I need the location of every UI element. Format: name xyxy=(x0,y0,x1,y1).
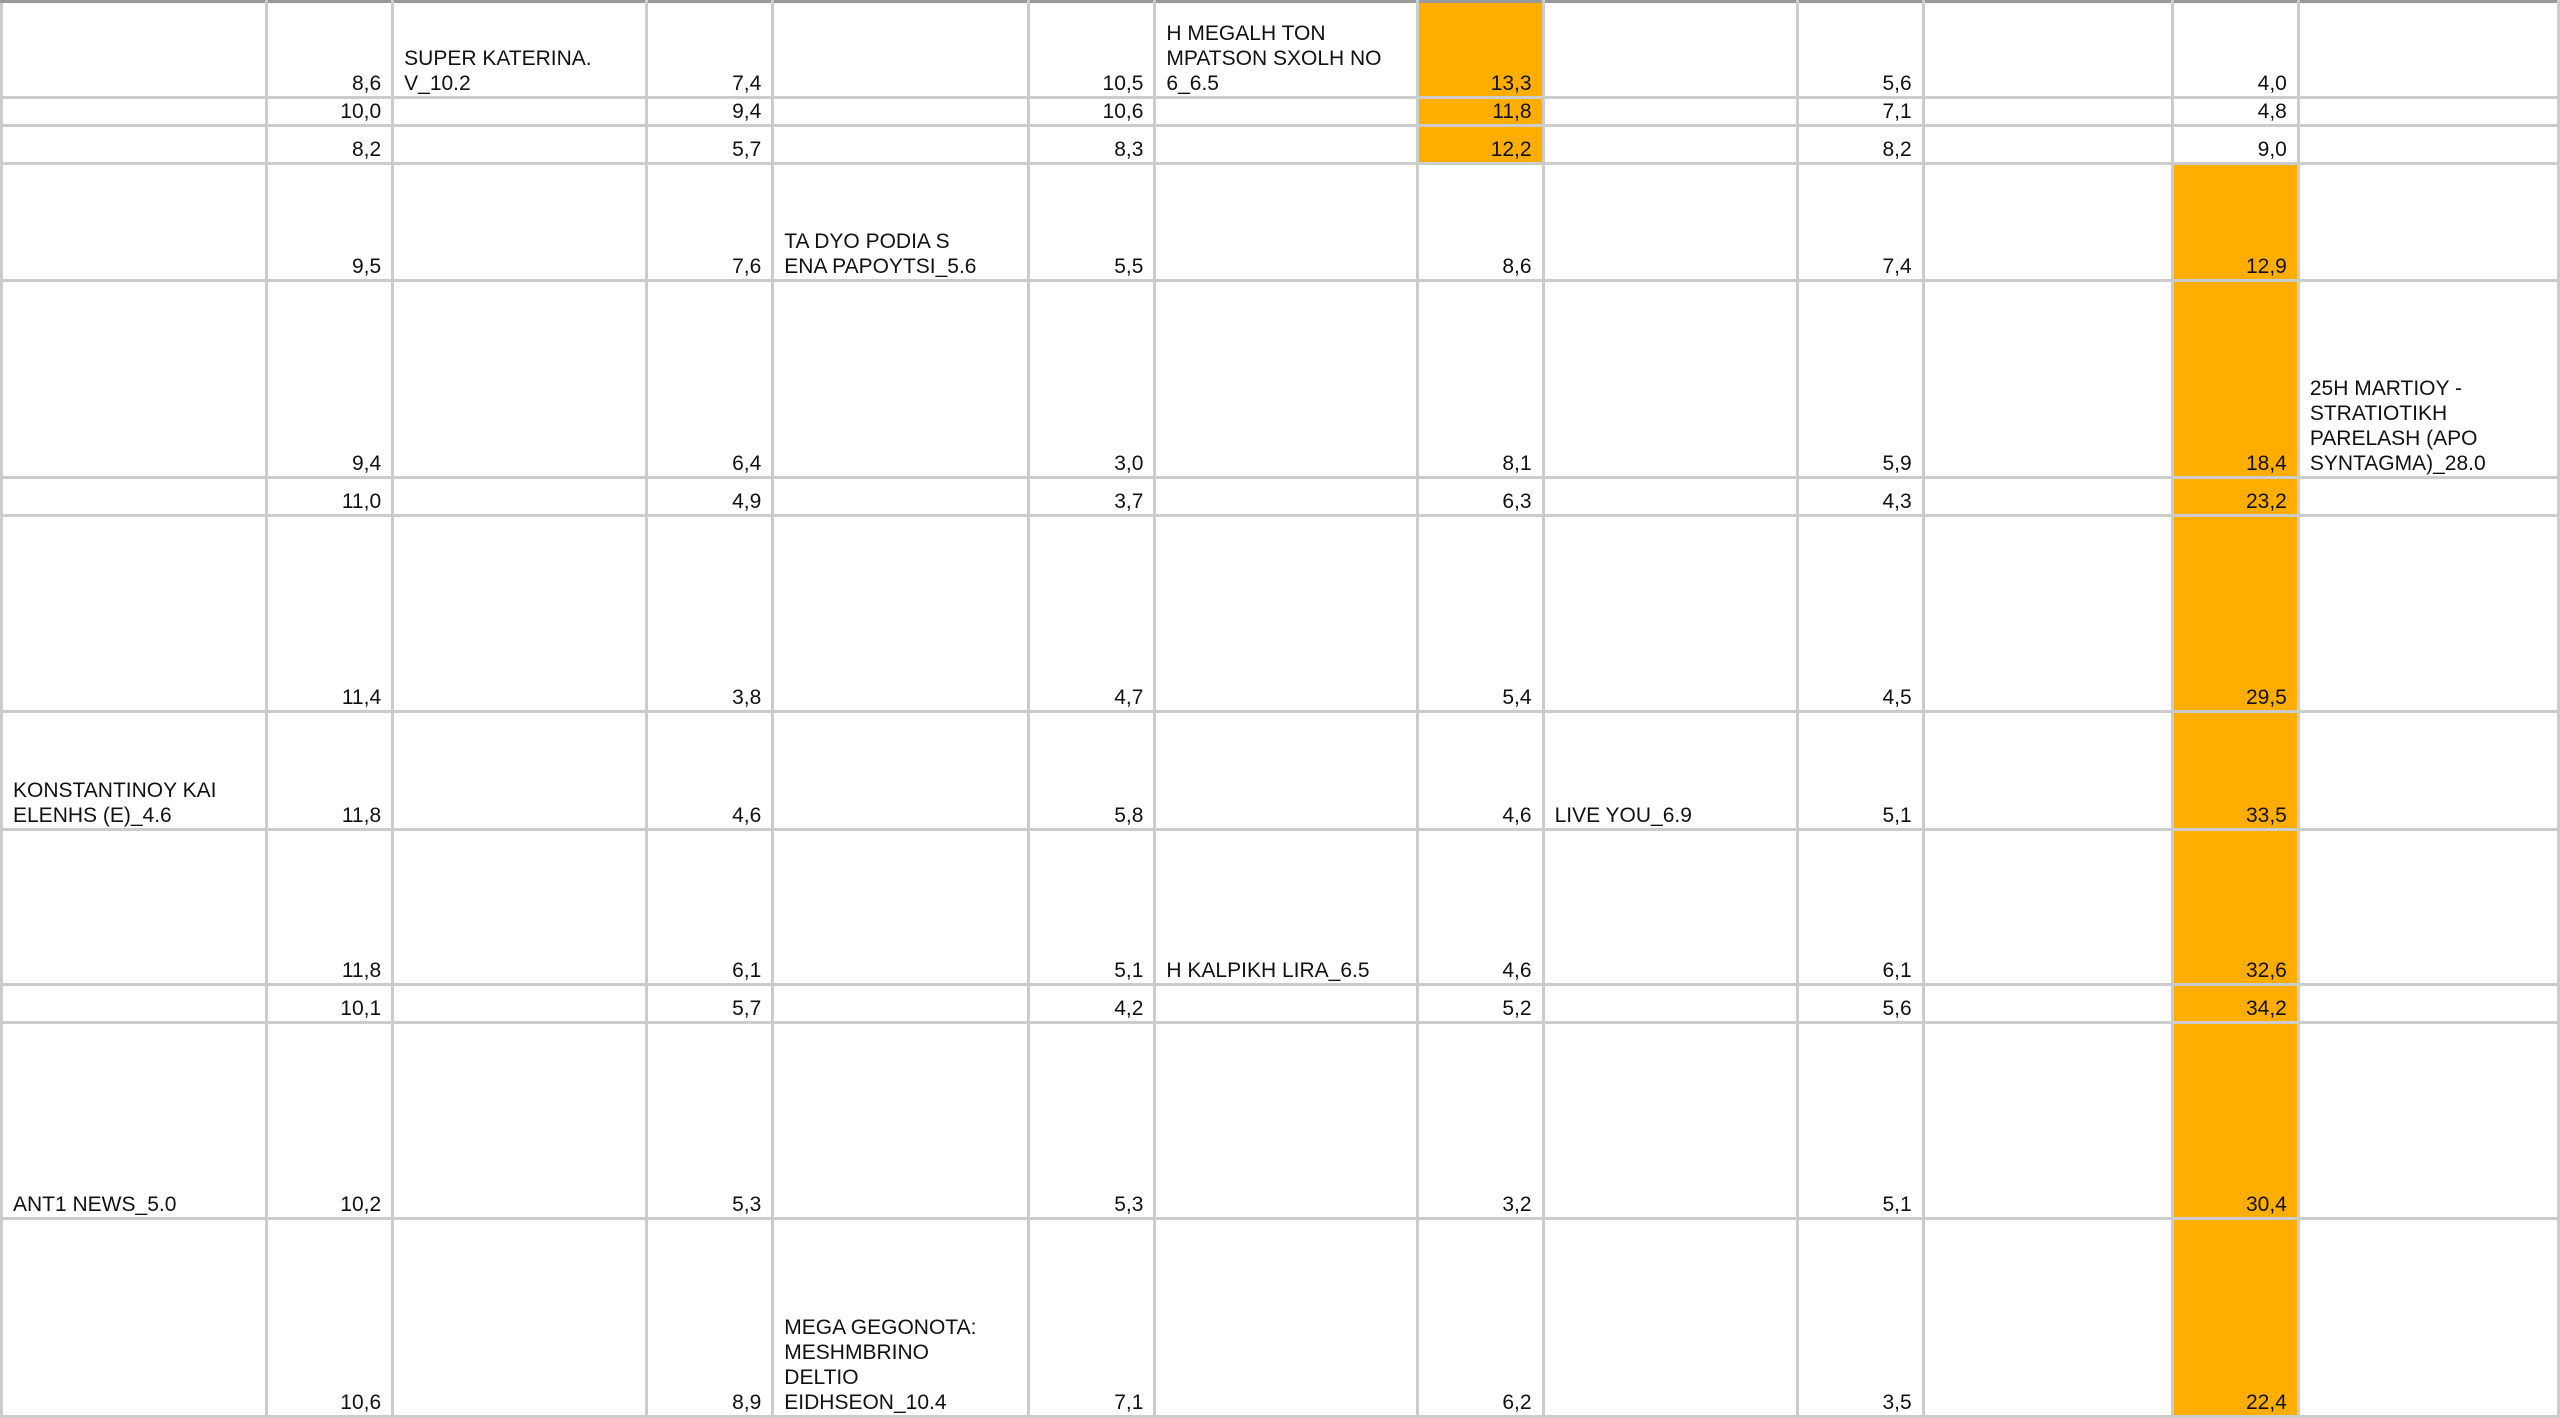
cell-h11[interactable]: 3,2 xyxy=(1417,1023,1543,1219)
cell-m9[interactable] xyxy=(2298,830,2558,985)
cell-l3[interactable]: 9,0 xyxy=(2172,126,2298,164)
cell-f2[interactable]: 10,6 xyxy=(1029,98,1155,126)
cell-m2[interactable] xyxy=(2298,98,2558,126)
cell-m3[interactable] xyxy=(2298,126,2558,164)
cell-d8[interactable]: 4,6 xyxy=(647,712,773,830)
cell-b4[interactable]: 9,5 xyxy=(267,164,393,281)
cell-h7[interactable]: 5,4 xyxy=(1417,516,1543,712)
cell-c11[interactable] xyxy=(393,1023,647,1219)
cell-g6[interactable] xyxy=(1155,478,1417,516)
cell-j3[interactable]: 8,2 xyxy=(1797,126,1923,164)
cell-e12[interactable]: MEGA GEGONOTA: MESHMBRINO DELTIO EIDHSEON_10.4 xyxy=(773,1219,1029,1417)
cell-b10[interactable]: 10,1 xyxy=(267,985,393,1023)
cell-l12[interactable]: 22,4 xyxy=(2172,1219,2298,1417)
cell-g7[interactable] xyxy=(1155,516,1417,712)
cell-k7[interactable] xyxy=(1923,516,2172,712)
cell-i4[interactable] xyxy=(1543,164,1797,281)
cell-a1[interactable] xyxy=(2,2,267,98)
cell-k3[interactable] xyxy=(1923,126,2172,164)
cell-b5[interactable]: 9,4 xyxy=(267,281,393,478)
cell-b7[interactable]: 11,4 xyxy=(267,516,393,712)
cell-i8[interactable]: LIVE YOU_6.9 xyxy=(1543,712,1797,830)
cell-e10[interactable] xyxy=(773,985,1029,1023)
cell-j8[interactable]: 5,1 xyxy=(1797,712,1923,830)
sheet-row xyxy=(2,2,2559,98)
cell-l9[interactable]: 32,6 xyxy=(2172,830,2298,985)
cell-i1[interactable] xyxy=(1543,2,1797,98)
cell-l7[interactable]: 29,5 xyxy=(2172,516,2298,712)
cell-d1[interactable]: 7,4 xyxy=(647,2,773,98)
cell-f6[interactable]: 3,7 xyxy=(1029,478,1155,516)
cell-g12[interactable] xyxy=(1155,1219,1417,1417)
cell-d6[interactable]: 4,9 xyxy=(647,478,773,516)
cell-m5[interactable]: 25H MARTIOY - STRATIOTIKH PARELASH (APO SYNTAGMA)_28.0 xyxy=(2298,281,2558,478)
cell-k1[interactable] xyxy=(1923,2,2172,98)
cell-a9[interactable] xyxy=(2,830,267,985)
cell-c12[interactable] xyxy=(393,1219,647,1417)
sheet-row xyxy=(2,126,2559,164)
cell-c6[interactable] xyxy=(393,478,647,516)
cell-d2[interactable]: 9,4 xyxy=(647,98,773,126)
cell-a2[interactable] xyxy=(2,98,267,126)
sheet-row xyxy=(2,281,2559,478)
cell-e9[interactable] xyxy=(773,830,1029,985)
sheet-row xyxy=(2,478,2559,516)
cell-d7[interactable]: 3,8 xyxy=(647,516,773,712)
cell-i7[interactable] xyxy=(1543,516,1797,712)
sheet-row xyxy=(2,1023,2559,1219)
cell-k11[interactable] xyxy=(1923,1023,2172,1219)
cell-k5[interactable] xyxy=(1923,281,2172,478)
cell-f1[interactable]: 10,5 xyxy=(1029,2,1155,98)
cell-k8[interactable] xyxy=(1923,712,2172,830)
cell-c7[interactable] xyxy=(393,516,647,712)
cell-l8[interactable]: 33,5 xyxy=(2172,712,2298,830)
cell-g1[interactable]: H MEGALH TON MPATSON SXOLH NO 6_6.5 xyxy=(1155,2,1417,98)
sheet-row xyxy=(2,712,2559,830)
cell-g4[interactable] xyxy=(1155,164,1417,281)
cell-b1[interactable]: 8,6 xyxy=(267,2,393,98)
cell-a11[interactable]: ANT1 NEWS_5.0 xyxy=(2,1023,267,1219)
cell-j6[interactable]: 4,3 xyxy=(1797,478,1923,516)
cell-i11[interactable] xyxy=(1543,1023,1797,1219)
cell-j10[interactable]: 5,6 xyxy=(1797,985,1923,1023)
cell-b9[interactable]: 11,8 xyxy=(267,830,393,985)
cell-d11[interactable]: 5,3 xyxy=(647,1023,773,1219)
cell-m10[interactable] xyxy=(2298,985,2558,1023)
cell-h10[interactable]: 5,2 xyxy=(1417,985,1543,1023)
sheet-row xyxy=(2,985,2559,1023)
cell-j7[interactable]: 4,5 xyxy=(1797,516,1923,712)
cell-e6[interactable] xyxy=(773,478,1029,516)
cell-b2[interactable]: 10,0 xyxy=(267,98,393,126)
cell-d12[interactable]: 8,9 xyxy=(647,1219,773,1417)
sheet-row xyxy=(2,1219,2559,1417)
cell-l4[interactable]: 12,9 xyxy=(2172,164,2298,281)
cell-g3[interactable] xyxy=(1155,126,1417,164)
cell-j5[interactable]: 5,9 xyxy=(1797,281,1923,478)
cell-h8[interactable]: 4,6 xyxy=(1417,712,1543,830)
cell-a6[interactable] xyxy=(2,478,267,516)
cell-d3[interactable]: 5,7 xyxy=(647,126,773,164)
cell-i12[interactable] xyxy=(1543,1219,1797,1417)
cell-a10[interactable] xyxy=(2,985,267,1023)
cell-h12[interactable]: 6,2 xyxy=(1417,1219,1543,1417)
cell-g11[interactable] xyxy=(1155,1023,1417,1219)
cell-f8[interactable]: 5,8 xyxy=(1029,712,1155,830)
cell-e3[interactable] xyxy=(773,126,1029,164)
cell-f9[interactable]: 5,1 xyxy=(1029,830,1155,985)
cell-k12[interactable] xyxy=(1923,1219,2172,1417)
cell-m12[interactable] xyxy=(2298,1219,2558,1417)
cell-g9[interactable]: H KALPIKH LIRA_6.5 xyxy=(1155,830,1417,985)
cell-a12[interactable] xyxy=(2,1219,267,1417)
cell-f11[interactable]: 5,3 xyxy=(1029,1023,1155,1219)
cell-k6[interactable] xyxy=(1923,478,2172,516)
cell-e4[interactable]: TA DYO PODIA S ENA PAPOYTSI_5.6 xyxy=(773,164,1029,281)
cell-e2[interactable] xyxy=(773,98,1029,126)
cell-i6[interactable] xyxy=(1543,478,1797,516)
cell-e1[interactable] xyxy=(773,2,1029,98)
cell-e11[interactable] xyxy=(773,1023,1029,1219)
cell-b3[interactable]: 8,2 xyxy=(267,126,393,164)
cell-g10[interactable] xyxy=(1155,985,1417,1023)
cell-c2[interactable] xyxy=(393,98,647,126)
cell-c5[interactable] xyxy=(393,281,647,478)
cell-e8[interactable] xyxy=(773,712,1029,830)
cell-g5[interactable] xyxy=(1155,281,1417,478)
cell-h4[interactable]: 8,6 xyxy=(1417,164,1543,281)
cell-c9[interactable] xyxy=(393,830,647,985)
cell-h3[interactable]: 12,2 xyxy=(1417,126,1543,164)
cell-j4[interactable]: 7,4 xyxy=(1797,164,1923,281)
cell-b11[interactable]: 10,2 xyxy=(267,1023,393,1219)
cell-h6[interactable]: 6,3 xyxy=(1417,478,1543,516)
cell-c1[interactable]: SUPER KATERINA. V_10.2 xyxy=(393,2,647,98)
cell-f10[interactable]: 4,2 xyxy=(1029,985,1155,1023)
cell-i5[interactable] xyxy=(1543,281,1797,478)
cell-g2[interactable] xyxy=(1155,98,1417,126)
cell-m6[interactable] xyxy=(2298,478,2558,516)
cell-c8[interactable] xyxy=(393,712,647,830)
cell-k2[interactable] xyxy=(1923,98,2172,126)
cell-m1[interactable] xyxy=(2298,2,2558,98)
cell-m11[interactable] xyxy=(2298,1023,2558,1219)
cell-d9[interactable]: 6,1 xyxy=(647,830,773,985)
cell-f7[interactable]: 4,7 xyxy=(1029,516,1155,712)
cell-h1[interactable]: 13,3 xyxy=(1417,2,1543,98)
cell-b12[interactable]: 10,6 xyxy=(267,1219,393,1417)
cell-c4[interactable] xyxy=(393,164,647,281)
cell-h2[interactable]: 11,8 xyxy=(1417,98,1543,126)
cell-k9[interactable] xyxy=(1923,830,2172,985)
cell-d5[interactable]: 6,4 xyxy=(647,281,773,478)
cell-k4[interactable] xyxy=(1923,164,2172,281)
cell-i3[interactable] xyxy=(1543,126,1797,164)
cell-j11[interactable]: 5,1 xyxy=(1797,1023,1923,1219)
cell-j12[interactable]: 3,5 xyxy=(1797,1219,1923,1417)
cell-f3[interactable]: 8,3 xyxy=(1029,126,1155,164)
cell-i10[interactable] xyxy=(1543,985,1797,1023)
sheet-row xyxy=(2,98,2559,126)
cell-l1[interactable]: 4,0 xyxy=(2172,2,2298,98)
cell-m8[interactable] xyxy=(2298,712,2558,830)
cell-e7[interactable] xyxy=(773,516,1029,712)
cell-j9[interactable]: 6,1 xyxy=(1797,830,1923,985)
cell-e5[interactable] xyxy=(773,281,1029,478)
cell-j1[interactable]: 5,6 xyxy=(1797,2,1923,98)
cell-d10[interactable]: 5,7 xyxy=(647,985,773,1023)
cell-b6[interactable]: 11,0 xyxy=(267,478,393,516)
cell-m4[interactable] xyxy=(2298,164,2558,281)
cell-m7[interactable] xyxy=(2298,516,2558,712)
cell-l5[interactable]: 18,4 xyxy=(2172,281,2298,478)
cell-i9[interactable] xyxy=(1543,830,1797,985)
cell-f5[interactable]: 3,0 xyxy=(1029,281,1155,478)
sheet-row xyxy=(2,164,2559,281)
cell-b8[interactable]: 11,8 xyxy=(267,712,393,830)
cell-a7[interactable] xyxy=(2,516,267,712)
cell-a3[interactable] xyxy=(2,126,267,164)
cell-d4[interactable]: 7,6 xyxy=(647,164,773,281)
cell-g8[interactable] xyxy=(1155,712,1417,830)
cell-f4[interactable]: 5,5 xyxy=(1029,164,1155,281)
cell-h5[interactable]: 8,1 xyxy=(1417,281,1543,478)
cell-l2[interactable]: 4,8 xyxy=(2172,98,2298,126)
sheet-row xyxy=(2,516,2559,712)
cell-f12[interactable]: 7,1 xyxy=(1029,1219,1155,1417)
cell-c10[interactable] xyxy=(393,985,647,1023)
cell-k10[interactable] xyxy=(1923,985,2172,1023)
cell-l10[interactable]: 34,2 xyxy=(2172,985,2298,1023)
sheet-body xyxy=(2,2,2559,1417)
cell-i2[interactable] xyxy=(1543,98,1797,126)
cell-a8[interactable]: KONSTANTINOY KAI ELENHS (E)_4.6 xyxy=(2,712,267,830)
cell-h9[interactable]: 4,6 xyxy=(1417,830,1543,985)
cell-l11[interactable]: 30,4 xyxy=(2172,1023,2298,1219)
cell-a4[interactable] xyxy=(2,164,267,281)
sheet-row xyxy=(2,830,2559,985)
cell-j2[interactable]: 7,1 xyxy=(1797,98,1923,126)
cell-a5[interactable] xyxy=(2,281,267,478)
cell-c3[interactable] xyxy=(393,126,647,164)
cell-l6[interactable]: 23,2 xyxy=(2172,478,2298,516)
